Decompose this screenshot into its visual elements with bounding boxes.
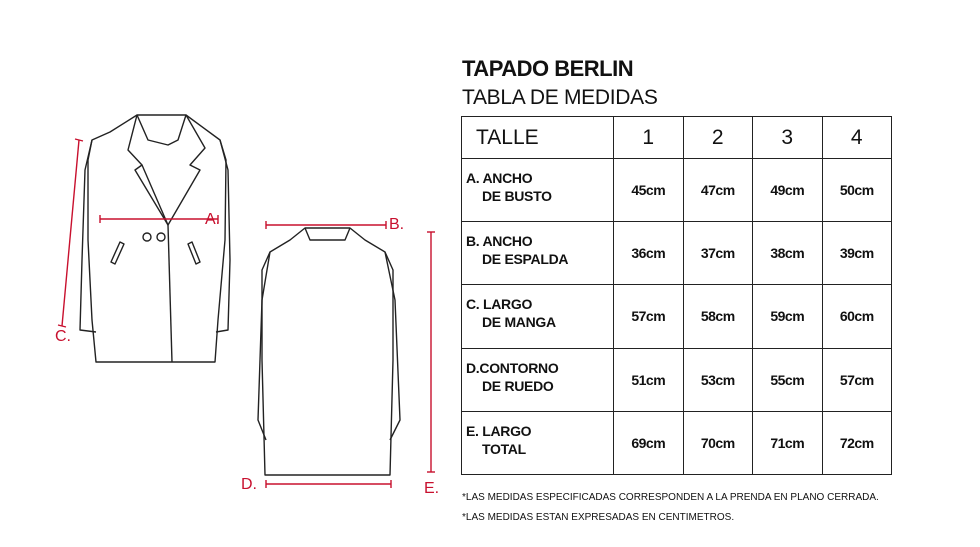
header-talle: TALLE (462, 117, 614, 159)
header-size-1: 1 (614, 117, 684, 159)
table-cell: 45cm (614, 159, 684, 222)
coat-back-drawing (258, 228, 400, 475)
table-cell: 55cm (753, 348, 823, 411)
table-cell: 38cm (753, 222, 823, 285)
measure-label-a: A. (205, 211, 221, 228)
table-row (462, 285, 892, 348)
row-label-line2: DE RUEDO (482, 377, 554, 394)
table-cell: 53cm (683, 348, 753, 411)
row-label-line1: D.CONTORNO (466, 359, 559, 376)
table-cell: 57cm (614, 285, 684, 348)
table-cell: 71cm (753, 411, 823, 474)
table-header-row (462, 117, 892, 159)
row-label (462, 222, 614, 285)
table-cell: 37cm (683, 222, 753, 285)
note-flat-measure: *LAS MEDIDAS ESPECIFICADAS CORRESPONDEN A LA PRENDA EN PLANO CERRADA. (462, 492, 879, 503)
table-cell: 47cm (683, 159, 753, 222)
row-label-line1: C. LARGO (466, 296, 533, 313)
table-cell: 51cm (614, 348, 684, 411)
measurement-lines (58, 139, 435, 488)
table-cell: 39cm (822, 222, 892, 285)
table-cell: 72cm (822, 411, 892, 474)
measure-label-c: C. (55, 328, 71, 345)
row-label-line2: TOTAL (482, 440, 526, 457)
table-cell: 58cm (683, 285, 753, 348)
row-label (462, 285, 614, 348)
row-label-line1: A. ANCHO (466, 170, 533, 186)
table-row (462, 348, 892, 411)
coat-illustration (0, 0, 450, 547)
table-row (462, 411, 892, 474)
note-units: *LAS MEDIDAS ESTAN EXPRESADAS EN CENTIMETROS. (462, 512, 735, 523)
table-cell: 36cm (614, 222, 684, 285)
table-row (462, 159, 892, 222)
table-cell: 59cm (753, 285, 823, 348)
row-label (462, 159, 614, 222)
header-size-2: 2 (683, 117, 753, 159)
measure-label-d: D. (241, 476, 257, 493)
table-cell: 69cm (614, 411, 684, 474)
table-cell: 49cm (753, 159, 823, 222)
size-chart-subtitle: TABLA DE MEDIDAS (462, 86, 658, 109)
header-size-3: 3 (753, 117, 823, 159)
size-table (461, 116, 892, 475)
table-cell: 70cm (683, 411, 753, 474)
header-size-4: 4 (822, 117, 892, 159)
row-label-line2: DE ESPALDA (482, 251, 569, 268)
measure-label-e: E. (424, 480, 440, 497)
table-row (462, 222, 892, 285)
table-cell: 50cm (822, 159, 892, 222)
measure-label-b: B. (389, 216, 405, 233)
coat-front-drawing (80, 115, 230, 362)
row-label (462, 411, 614, 474)
table-cell: 60cm (822, 285, 892, 348)
row-label-line1: E. LARGO (466, 422, 532, 439)
row-label-line2: DE MANGA (482, 314, 556, 331)
row-label-line1: B. ANCHO (466, 233, 533, 250)
product-title: TAPADO BERLIN (462, 56, 634, 81)
row-label (462, 348, 614, 411)
row-label-line2: DE BUSTO (482, 188, 552, 204)
table-cell: 57cm (822, 348, 892, 411)
